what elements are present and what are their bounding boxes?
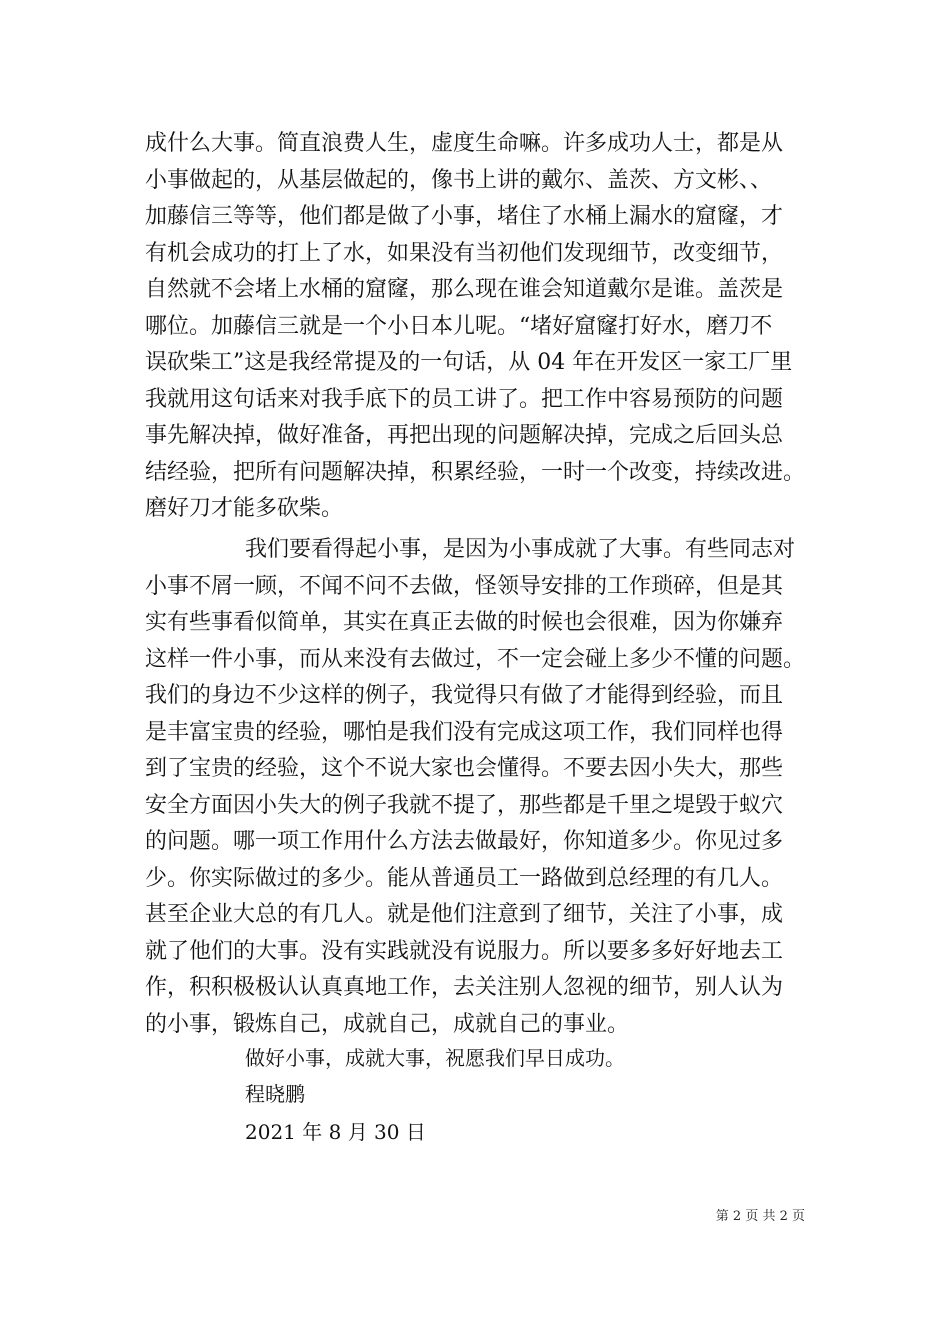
paragraph-line: 成什么大事。简直浪费人生，虚度生命嘛。许多成功人士，都是从 — [145, 131, 784, 156]
paragraph-line: 到了宝贵的经验，这个不说大家也会懂得。不要去因小失大，那些 — [145, 756, 784, 781]
paragraph-2 — [145, 532, 825, 1043]
author-name: 程晓鹏 — [245, 1082, 305, 1106]
paragraph-line: 有机会成功的打上了水，如果没有当初他们发现细节，改变细节， — [145, 240, 784, 266]
paragraph-line: 是丰富宝贵的经验，哪怕是我们没有完成这项工作，我们同样也得 — [145, 719, 784, 745]
signature-date: 2021 年 8 月 30 日 — [245, 1120, 426, 1144]
paragraph-line: 的小事，锻炼自己，成就自己，成就自己的事业。 — [145, 1011, 630, 1037]
paragraph-line: 结经验，把所有问题解决掉，积累经验，一时一个改变，持续改进。 — [145, 459, 806, 485]
page-number-footer: 第 2 页 共 2 页 — [715, 1209, 805, 1224]
paragraph-line: 我就用这句话来对我手底下的员工讲了。把工作中容易预防的问题 — [145, 386, 784, 412]
paragraph-line: 误砍柴工”这是我经常提及的一句话，从 04 年在开发区一家工厂里 — [145, 350, 793, 375]
paragraph-line: 小事做起的，从基层做起的，像书上讲的戴尔、盖茨、方文彬、、 — [145, 167, 773, 193]
paragraph-line: 作，积积极极认认真真地工作，去关注别人忽视的细节，别人认为 — [145, 975, 784, 1000]
paragraph-line: 小事不屑一顾，不闻不问不去做，怪领导安排的工作琐碎，但是其 — [145, 573, 784, 599]
paragraph-line: 就了他们的大事。没有实践就没有说服力。所以要多多好好地去工 — [145, 938, 784, 964]
closing-wish: 做好小事，成就大事，祝愿我们早日成功。 — [245, 1046, 625, 1070]
paragraph-line: 加藤信三等等，他们都是做了小事，堵住了水桶上漏水的窟窿，才 — [145, 204, 784, 229]
paragraph-line: 自然就不会堵上水桶的窟窿，那么现在谁会知道戴尔是谁。盖茨是 — [145, 277, 784, 302]
paragraph-line: 实有些事看似简单，其实在真正去做的时候也会很难，因为你嫌弃 — [145, 610, 784, 635]
paragraph-line: 安全方面因小失大的例子我就不提了，那些都是千里之堤毁于蚁穴 — [145, 792, 784, 818]
paragraph-line: 磨好刀才能多砍柴。 — [145, 496, 344, 521]
paragraph-line: 的问题。哪一项工作用什么方法去做最好，你知道多少。你见过多 — [145, 829, 784, 854]
paragraph-line: 甚至企业大总的有几人。就是他们注意到了细节，关注了小事，成 — [145, 902, 784, 927]
paragraph-line: 我们要看得起小事，是因为小事成就了大事。有些同志对 — [245, 537, 796, 562]
paragraph-line: 我们的身边不少这样的例子，我觉得只有做了才能得到经验，而且 — [145, 683, 784, 708]
paragraph-line: 事先解决掉，做好准备，再把出现的问题解决掉，完成之后回头总 — [145, 423, 784, 448]
paragraph-1 — [145, 126, 825, 528]
paragraph-line: 哪位。加藤信三就是一个小日本儿呢。“堵好窟窿打好水，磨刀不 — [145, 313, 773, 339]
paragraph-line: 少。你实际做过的多少。能从普通员工一路做到总经理的有几人。 — [145, 865, 784, 891]
paragraph-line: 这样一件小事，而从来没有去做过，不一定会碰上多少不懂的问题。 — [145, 646, 806, 672]
